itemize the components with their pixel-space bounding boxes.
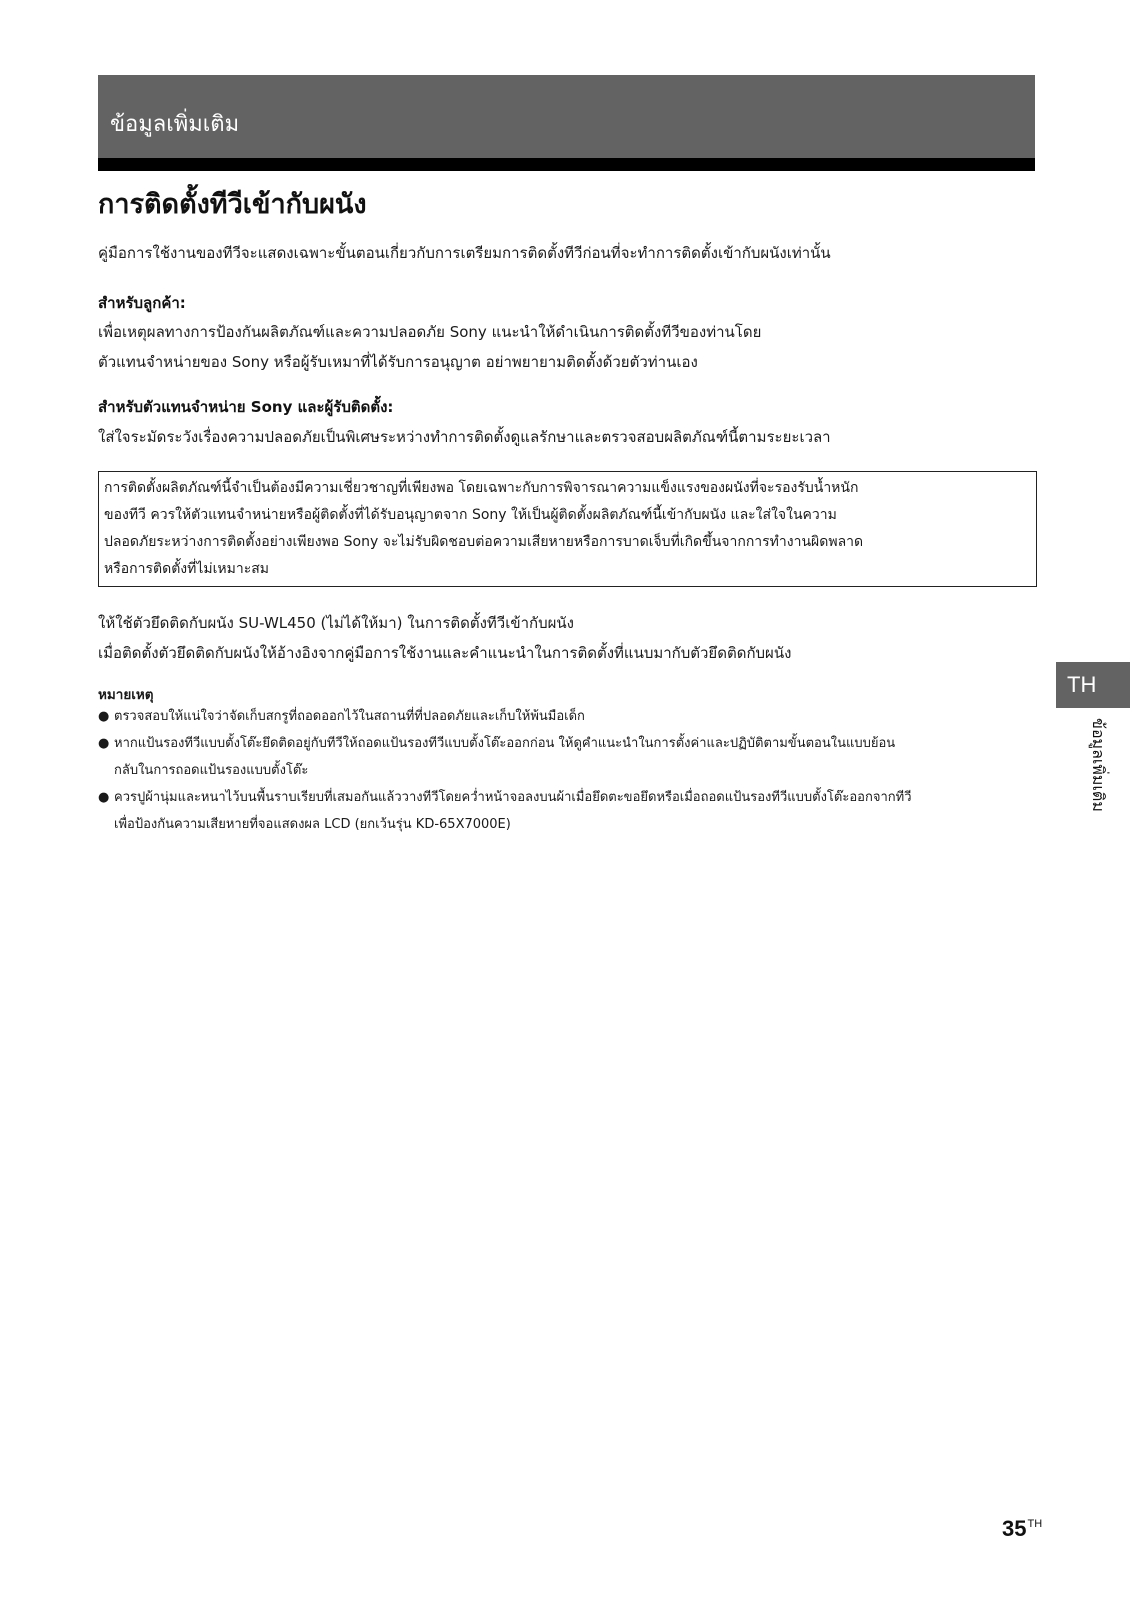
- customers-line-1: เพื่อเหตุผลทางการป้องกันผลิตภัณฑ์และความปลอดภัย Sony แนะนำให้ดำเนินการติดตั้งทีวีของท่านโดย: [98, 323, 762, 341]
- note-1-line-1: ตรวจสอบให้แน่ใจว่าจัดเก็บสกรูที่ถอดออกไว้ในสถานที่ที่ปลอดภัยและเก็บให้พ้นมือเด็ก: [114, 709, 585, 724]
- page-number: [1002, 1516, 1042, 1542]
- dealers-text: ใส่ใจระมัดระวังเรื่องความปลอดภัยเป็นพิเศษระหว่างทำการติดตั้งดูแลรักษาและตรวจสอบผลิตภัณฑ์นี้ตามระยะเวลา: [98, 428, 831, 446]
- note-item: [98, 784, 1028, 838]
- note-2-line-1: หากแป้นรองทีวีแบบตั้งโต๊ะยึดติดอยู่กับทีวีให้ถอดแป้นรองทีวีแบบตั้งโต๊ะออกก่อน ให้ดูคำแนะนำในการตั้งค่าและปฏิบัติตามขั้นตอนในแบบย้อน: [114, 736, 896, 751]
- note-item: [98, 730, 1028, 784]
- bracket-line-1: ให้ใช้ตัวยึดติดกับผนัง SU-WL450 (ไม่ได้ให้มา) ในการติดตั้งทีวีเข้ากับผนัง: [98, 614, 575, 632]
- note-2-line-2: กลับในการถอดแป้นรองแบบตั้งโต๊ะ: [114, 763, 309, 778]
- bullet-icon: ●: [98, 790, 110, 805]
- bullet-icon: ●: [98, 709, 110, 724]
- page-title: การติดตั้งทีวีเข้ากับผนัง: [98, 189, 367, 220]
- side-section-label: ข้อมูลเพิ่มเติม: [1089, 718, 1108, 812]
- warning-box: [98, 471, 1037, 587]
- notes-list: [98, 703, 1028, 838]
- note-item: [98, 703, 1028, 730]
- banner-divider: [98, 158, 1035, 171]
- page-number-suffix: TH: [1027, 1518, 1043, 1530]
- page-number-value: 35: [1002, 1516, 1027, 1541]
- customers-heading: สำหรับลูกค้า:: [98, 294, 186, 312]
- warning-line-3: ปลอดภัยระหว่างการติดตั้งอย่างเพียงพอ Sony จะไม่รับผิดชอบต่อความเสียหายหรือการบาดเจ็บที่เกิดขึ้นจากการทำงานผิดพลาด: [104, 534, 864, 550]
- bullet-icon: ●: [98, 736, 110, 751]
- warning-line-1: การติดตั้งผลิตภัณฑ์นี้จำเป็นต้องมีความเชี่ยวชาญที่เพียงพอ โดยเฉพาะกับการพิจารณาความแข็งแรงของผนังที่จะรองรับน้ำหนัก: [104, 480, 859, 496]
- language-tab: TH: [1056, 662, 1130, 708]
- warning-line-2: ของทีวี ควรให้ตัวแทนจำหน่ายหรือผู้ติดตั้งที่ได้รับอนุญาตจาก Sony ให้เป็นผู้ติดตั้งผลิตภัณฑ์นี้เข้ากับผนัง และใส่ใจในความ: [104, 507, 837, 523]
- note-3-line-2: เพื่อป้องกันความเสียหายที่จอแสดงผล LCD (ยกเว้นรุ่น KD-65X7000E): [114, 817, 511, 832]
- dealers-heading: สำหรับตัวแทนจำหน่าย Sony และผู้รับติดตั้ง:: [98, 398, 394, 416]
- intro-text: คู่มือการใช้งานของทีวีจะแสดงเฉพาะขั้นตอนเกี่ยวกับการเตรียมการติดตั้งทีวีก่อนที่จะทำการติดตั้งเข้ากับผนังเท่านั้น: [98, 244, 831, 262]
- customers-line-2: ตัวแทนจำหน่ายของ Sony หรือผู้รับเหมาที่ได้รับการอนุญาต อย่าพยายามติดตั้งด้วยตัวท่านเอง: [98, 353, 698, 371]
- bracket-line-2: เมื่อติดตั้งตัวยึดติดกับผนังให้อ้างอิงจากคู่มือการใช้งานและคำแนะนำในการติดตั้งที่แนบมากับตัวยึดติดกับผนัง: [98, 644, 792, 662]
- section-title: ข้อมูลเพิ่มเติม: [110, 112, 240, 137]
- section-banner: [98, 75, 1035, 158]
- notes-title: หมายเหตุ: [98, 687, 154, 703]
- note-3-line-1: ควรปูผ้านุ่มและหนาไว้บนพื้นราบเรียบที่เสมอกันแล้ววางทีวีโดยคว่ำหน้าจอลงบนผ้าเมื่อยึดตะขอยึดหรือเมื่อถอดแป้นรองทีวีแบบตั้งโต๊ะออกจากทีวี: [114, 790, 912, 805]
- warning-line-4: หรือการติดตั้งที่ไม่เหมาะสม: [104, 561, 270, 577]
